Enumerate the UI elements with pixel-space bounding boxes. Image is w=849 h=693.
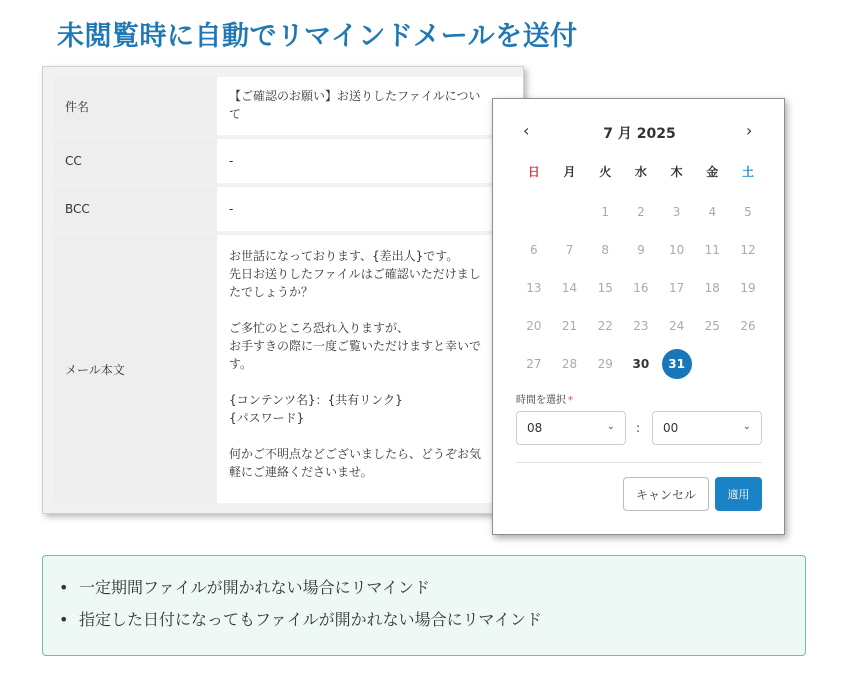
calendar-day[interactable]: 18: [704, 281, 720, 295]
calendar-day[interactable]: 25: [704, 319, 720, 333]
calendar-day[interactable]: 30: [632, 357, 650, 371]
mail-body-value[interactable]: お世話になっております、{差出人}です。 先日お送りしたファイルはご確認いただけまし たでしょうか？ ご多忙のところ恐れ入りますが、 お手すきの際に一度ご覧いただけますと幸いで す。 {コンテンツ名}：{共有リンク} {パスワード} 何かご不明点などございましたら、どうぞお気 軽にご連絡くださいませ。: [217, 235, 524, 503]
time-label-text: 時間を選択: [516, 395, 566, 406]
weekday-label: 月: [563, 165, 576, 179]
calendar-grid: [516, 193, 766, 383]
row-label: 件名: [53, 77, 217, 135]
minute-select[interactable]: [652, 411, 762, 445]
time-separator: :: [636, 421, 641, 435]
calendar-day-selected[interactable]: [659, 349, 695, 379]
divider: [516, 462, 762, 463]
selected-day-marker: 31: [662, 349, 692, 379]
cancel-button[interactable]: キャンセル: [623, 477, 709, 511]
table-row-subject: [53, 77, 524, 139]
list-item: • 一定期間ファイルが開かれない場合にリマインド: [79, 572, 805, 604]
minute-value: 00: [663, 421, 679, 435]
calendar-day[interactable]: 4: [708, 205, 717, 219]
calendar-week: [516, 307, 766, 345]
bcc-value[interactable]: -: [217, 187, 524, 231]
calendar-day[interactable]: 23: [633, 319, 649, 333]
calendar-day[interactable]: 13: [526, 281, 542, 295]
calendar-day[interactable]: 7: [565, 243, 574, 257]
calendar-day[interactable]: 27: [526, 357, 542, 371]
calendar-day[interactable]: 9: [637, 243, 645, 257]
calendar-day[interactable]: 26: [740, 319, 756, 333]
calendar-day[interactable]: 21: [561, 319, 578, 333]
weekday-label: 土: [741, 165, 754, 179]
list-item: • 指定した日付になってもファイルが開かれない場合にリマインド: [79, 604, 805, 636]
info-box: [42, 555, 806, 656]
calendar-day[interactable]: 6: [530, 243, 538, 257]
subject-value[interactable]: 【ご確認のお願い】お送りしたファイルについ て: [217, 77, 524, 135]
calendar-day[interactable]: 8: [601, 243, 610, 257]
weekday-header: [516, 163, 766, 180]
calendar-day[interactable]: 14: [561, 281, 578, 295]
table-row-cc: [53, 139, 524, 187]
table-row-bcc: [53, 187, 524, 235]
calendar-day[interactable]: 5: [744, 205, 752, 219]
calendar-day[interactable]: 20: [526, 319, 542, 333]
row-label: メール本文: [53, 235, 217, 503]
chevron-down-icon: ⌄: [606, 421, 615, 432]
weekday-label: 木: [670, 165, 683, 179]
weekday-label: 水: [634, 165, 647, 179]
calendar-week: [516, 231, 766, 269]
calendar-day[interactable]: 16: [633, 281, 649, 295]
cc-value[interactable]: -: [217, 139, 524, 183]
email-table: [53, 77, 524, 507]
calendar-day[interactable]: 29: [597, 357, 613, 371]
row-label: CC: [53, 139, 217, 183]
chevron-right-icon[interactable]: ›: [746, 121, 753, 140]
weekday-label: 日: [527, 165, 540, 179]
calendar-day[interactable]: 24: [668, 319, 685, 333]
page-title: 未閲覧時に自動でリマインドメールを送付: [57, 21, 578, 52]
month-label: 7 月 2025: [603, 126, 676, 142]
calendar-week: [516, 193, 766, 231]
calendar-day[interactable]: 19: [740, 281, 756, 295]
row-label: BCC: [53, 187, 217, 231]
time-select-label: [516, 391, 573, 406]
feature-list: [43, 556, 805, 636]
calendar-day[interactable]: 1: [601, 205, 610, 219]
weekday-label: 金: [706, 165, 719, 179]
calendar-day[interactable]: 11: [704, 243, 720, 257]
calendar-day[interactable]: 15: [597, 281, 613, 295]
chevron-down-icon: ⌄: [742, 421, 751, 432]
calendar-week: [516, 269, 766, 307]
table-row-body: [53, 235, 524, 507]
required-mark: *: [568, 395, 573, 406]
calendar-day[interactable]: 10: [668, 243, 685, 257]
calendar-week: [516, 345, 766, 383]
calendar-day[interactable]: 2: [637, 205, 645, 219]
calendar-day[interactable]: 3: [672, 205, 681, 219]
weekday-label: 火: [599, 165, 612, 179]
calendar-day[interactable]: 12: [740, 243, 756, 257]
apply-button[interactable]: 適用: [715, 477, 762, 511]
email-settings-panel: [42, 66, 524, 514]
hour-select[interactable]: [516, 411, 626, 445]
date-picker-popup: [492, 98, 785, 535]
calendar-day[interactable]: 17: [668, 281, 685, 295]
calendar-day[interactable]: 22: [597, 319, 613, 333]
chevron-left-icon[interactable]: ‹: [523, 121, 530, 140]
calendar-day[interactable]: 28: [561, 357, 578, 371]
hour-value: 08: [527, 421, 543, 435]
